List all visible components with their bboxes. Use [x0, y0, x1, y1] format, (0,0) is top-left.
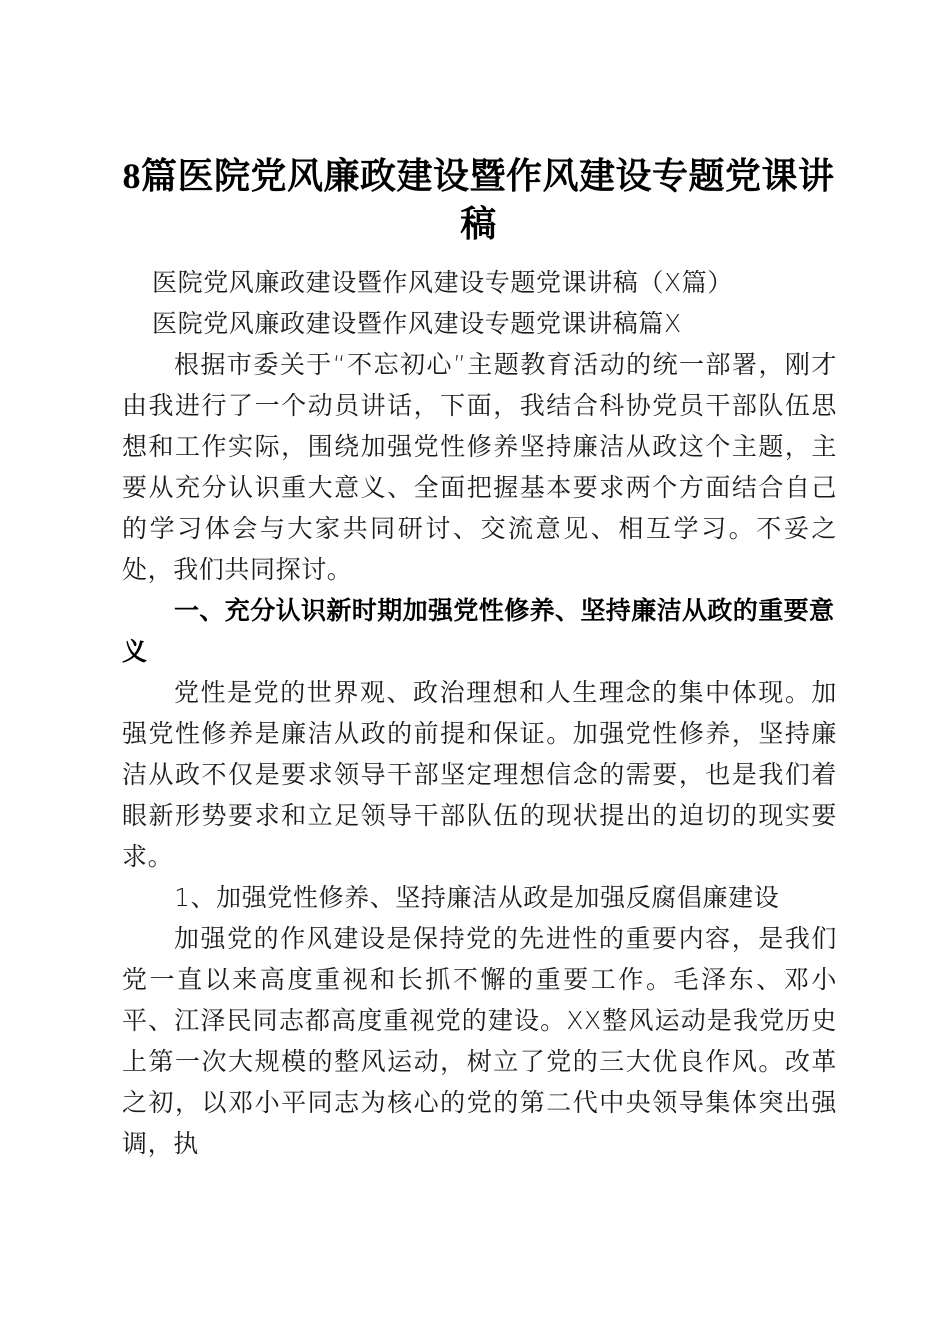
document-body: [122, 262, 837, 1164]
subheading-item-one: 1、加强党性修养、坚持廉洁从政是加强反腐倡廉建设: [174, 883, 780, 912]
subtitle-line-1: 医院党风廉政建设暨作风建设专题党课讲稿（X篇）: [152, 268, 733, 297]
paragraph-section-one-body: 党性是党的世界观、政治理想和人生理念的集中体现。加强党性修养是廉洁从政的前提和保证。加强党性修养，坚持廉洁从政不仅是要求领导干部坚定理想信念的需要，也是我们着眼新形势要求和立足领导干部队伍的现状提出的迫切的现实要求。: [122, 678, 837, 871]
page-title: 8篇医院党风廉政建设暨作风建设专题党课讲稿: [122, 156, 835, 245]
subtitle-line-2: 医院党风廉政建设暨作风建设专题党课讲稿篇X: [152, 309, 682, 338]
paragraph-intro: 根据市委关于“不忘初心”主题教育活动的统一部署，刚才由我进行了一个动员讲话，下面，我结合科协党员干部队伍思想和工作实际，围绕加强党性修养坚持廉洁从政这个主题，主要从充分认识重大意义、全面把握基本要求两个方面结合自己的学习体会与大家共同研讨、交流意见、相互学习。不妥之处，我们共同探讨。: [122, 350, 837, 584]
paragraph-item-one-body: 加强党的作风建设是保持党的先进性的重要内容，是我们党一直以来高度重视和长抓不懈的重要工作。毛泽东、邓小平、江泽民同志都高度重视党的建设。XX整风运动是我党历史上第一次大规模的整风运动，树立了党的三大优良作风。改革之初，以邓小平同志为核心的党的第二代中央领导集体突出强调，执: [122, 924, 837, 1158]
section-heading-one: 一、充分认识新时期加强党性修养、坚持廉洁从政的重要意义: [122, 596, 835, 666]
